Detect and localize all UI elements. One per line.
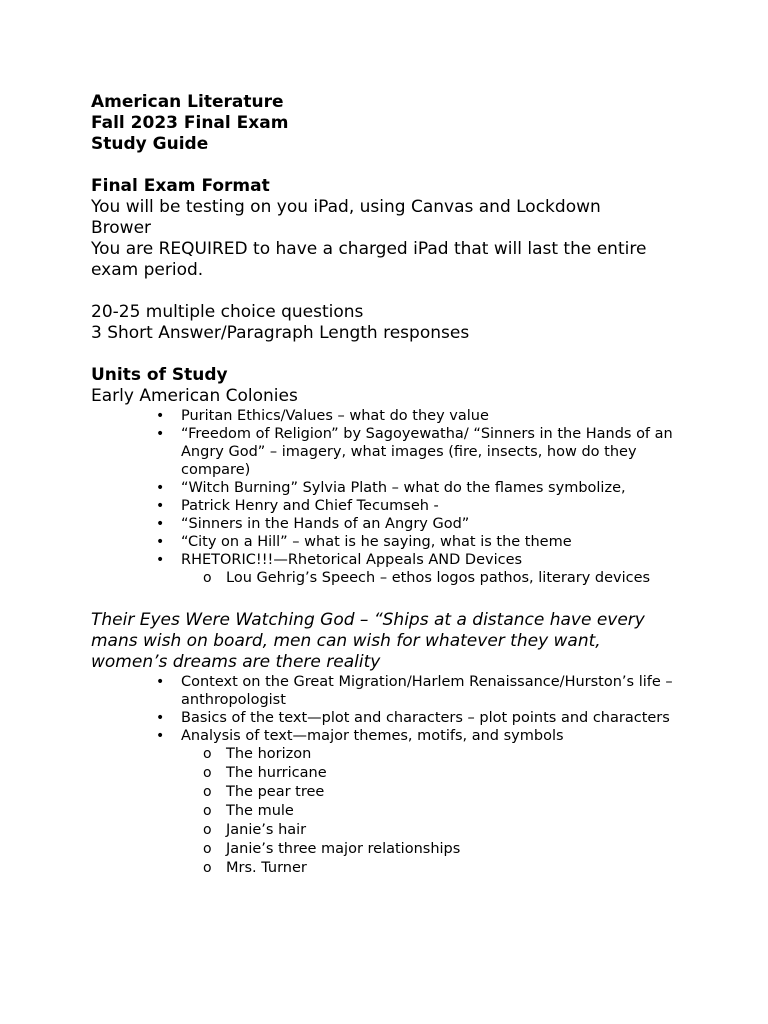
sub-list-item-text: Janie’s hair bbox=[226, 822, 307, 838]
sub-list-item-text: The pear tree bbox=[226, 784, 325, 800]
twe-analysis-sublist bbox=[91, 745, 691, 878]
doc-title-course: American Literature bbox=[91, 92, 284, 112]
list-item-text: Puritan Ethics/Values – what do they value bbox=[181, 408, 489, 424]
list-item-text: RHETORIC!!!—Rhetorical Appeals AND Devices bbox=[181, 552, 523, 568]
sub-list-item-text: The mule bbox=[226, 803, 294, 819]
sub-list-item bbox=[91, 802, 691, 821]
circle-bullet-icon: o bbox=[203, 860, 212, 876]
format-text-ipad: You will be testing on you iPad, using Canvas and Lockdown bbox=[91, 197, 601, 217]
format-text-required-cont: exam period. bbox=[91, 260, 204, 280]
list-item-text: Basics of the text—plot and characters – plot points and characters bbox=[181, 710, 670, 726]
sub-list-item-text: The horizon bbox=[226, 746, 312, 762]
list-item-text: Context on the Great Migration/Harlem Renaissance/Hurston’s life – anthropologist bbox=[181, 674, 673, 708]
sub-list-item bbox=[91, 745, 691, 764]
bullet-icon: • bbox=[156, 710, 165, 726]
sub-list-item bbox=[91, 840, 691, 859]
units-heading: Units of Study bbox=[91, 365, 228, 385]
sub-list-item-text: The hurricane bbox=[226, 765, 327, 781]
list-item-text: “Freedom of Religion” by Sagoyewatha/ “Sinners in the Hands of an Angry God” – imagery, what images (fire, insects, how do they compare) bbox=[181, 426, 673, 478]
list-item bbox=[91, 533, 681, 551]
sub-list-item bbox=[91, 821, 691, 840]
format-text-required: You are REQUIRED to have a charged iPad that will last the entire bbox=[91, 239, 647, 259]
bullet-icon: • bbox=[156, 674, 165, 690]
doc-title-exam: Fall 2023 Final Exam bbox=[91, 113, 289, 133]
sub-list-item bbox=[91, 764, 691, 783]
list-item bbox=[91, 407, 681, 425]
sub-list-item-text: Mrs. Turner bbox=[226, 860, 307, 876]
circle-bullet-icon: o bbox=[203, 822, 212, 838]
twe-title-line: mans wish on board, men can wish for whatever they want, bbox=[91, 631, 601, 651]
bullet-icon: • bbox=[156, 728, 165, 744]
rhetoric-sublist bbox=[91, 569, 691, 588]
list-item bbox=[91, 727, 681, 745]
list-item bbox=[91, 709, 681, 727]
list-item bbox=[91, 425, 681, 479]
circle-bullet-icon: o bbox=[203, 765, 212, 781]
bullet-icon: • bbox=[156, 408, 165, 424]
circle-bullet-icon: o bbox=[203, 570, 212, 586]
format-heading: Final Exam Format bbox=[91, 176, 270, 196]
circle-bullet-icon: o bbox=[203, 841, 212, 857]
circle-bullet-icon: o bbox=[203, 784, 212, 800]
list-item bbox=[91, 479, 681, 497]
format-multiple-choice: 20-25 multiple choice questions bbox=[91, 302, 364, 322]
circle-bullet-icon: o bbox=[203, 746, 212, 762]
list-item bbox=[91, 673, 681, 709]
sub-list-item-text: Janie’s three major relationships bbox=[226, 841, 461, 857]
twe-section-title bbox=[91, 610, 691, 673]
study-guide-page bbox=[91, 92, 691, 878]
bullet-icon: • bbox=[156, 516, 165, 532]
list-item-text: “Sinners in the Hands of an Angry God” bbox=[181, 516, 470, 532]
bullet-icon: • bbox=[156, 498, 165, 514]
unit-early-colonies-title: Early American Colonies bbox=[91, 386, 298, 406]
sub-list-item bbox=[91, 859, 691, 878]
sub-list-item-text: Lou Gehrig’s Speech – ethos logos pathos, literary devices bbox=[226, 570, 651, 586]
early-colonies-list bbox=[91, 407, 691, 569]
bullet-icon: • bbox=[156, 480, 165, 496]
bullet-icon: • bbox=[156, 534, 165, 550]
list-item-text: Analysis of text—major themes, motifs, and symbols bbox=[181, 728, 564, 744]
twe-title-line: women’s dreams are there reality bbox=[91, 652, 381, 672]
list-item-text: “City on a Hill” – what is he saying, what is the theme bbox=[181, 534, 572, 550]
circle-bullet-icon: o bbox=[203, 803, 212, 819]
list-item bbox=[91, 551, 681, 569]
list-item bbox=[91, 515, 681, 533]
list-item bbox=[91, 497, 681, 515]
bullet-icon: • bbox=[156, 552, 165, 568]
sub-list-item bbox=[91, 783, 691, 802]
list-item-text: “Witch Burning” Sylvia Plath – what do the flames symbolize, bbox=[181, 480, 626, 496]
twe-list bbox=[91, 673, 691, 745]
sub-list-item bbox=[91, 569, 691, 588]
doc-title-guide: Study Guide bbox=[91, 134, 209, 154]
bullet-icon: • bbox=[156, 426, 165, 442]
format-short-answer: 3 Short Answer/Paragraph Length responses bbox=[91, 323, 470, 343]
list-item-text: Patrick Henry and Chief Tecumseh - bbox=[181, 498, 439, 514]
twe-title-line: Their Eyes Were Watching God – “Ships at a distance have every bbox=[91, 610, 645, 630]
format-text-ipad-cont: Brower bbox=[91, 218, 152, 238]
